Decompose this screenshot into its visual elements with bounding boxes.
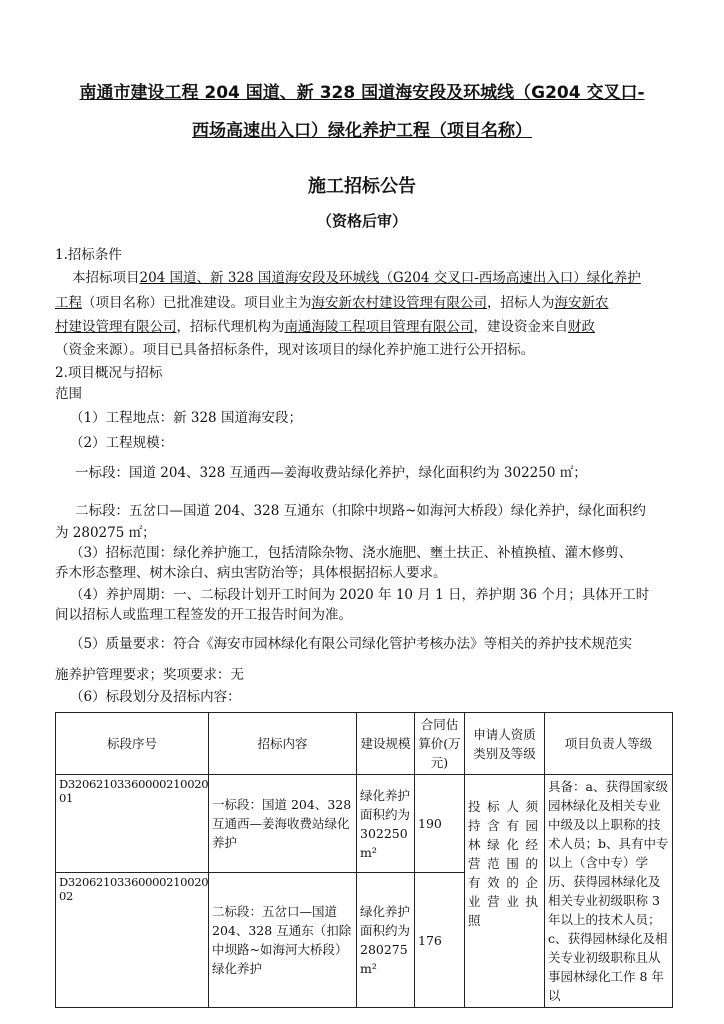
item-period-b: 间以招标人或监理工程签发的开工报告时间为准。 — [55, 607, 352, 623]
agent-name: 南通海陵工程项目管理有限公司 — [284, 319, 474, 335]
lot2-description-b: 为 280275 ㎡； — [55, 525, 156, 541]
section2-heading-cont: 范围 — [55, 386, 82, 402]
header-lot-code: 标段序号 — [56, 713, 209, 775]
owner-name: 海安新农村建设管理有限公司 — [311, 295, 487, 311]
applicant-qualification: 投标人须持含有园林绿化经营范围的有效的企业营业执照 — [465, 775, 545, 1008]
item-scope-b: 乔木形态整理、树木涂白、病虫害防治等；具体根据招标人要求。 — [55, 565, 447, 581]
header-qualification: 申请人资质类别及等级 — [465, 713, 545, 775]
lot-scale: 绿化养护面积约为 302250 m² — [357, 775, 415, 873]
header-scale: 建设规模 — [357, 713, 415, 775]
project-name: 204 国道、新 328 国道海安段及环城线（G204 交叉口-西场高速出入口）绿化养护 — [139, 270, 641, 286]
header-content: 招标内容 — [209, 713, 357, 775]
lot-code: D32062103360000210020​01 — [56, 775, 209, 873]
lots-table — [55, 712, 673, 1008]
section1-line3: 村建设管理有限公司，招标代理机构为南通海陵工程项目管理有限公司，建设资金来自财政 — [55, 319, 595, 335]
lot-code: D32062103360000210020​02 — [56, 873, 209, 1008]
item-period-a: （4）养护周期：一、二标段计划开工时间为 2020 年 10 月 1 日，养护期 36 个月；具体开工时 — [70, 587, 650, 603]
section2-heading: 2.项目概况与招标 — [55, 365, 163, 381]
table-header-row — [56, 713, 673, 775]
qualification-subtitle: （资格后审） — [316, 212, 407, 230]
section1-line1: 本招标项目204 国道、新 328 国道海安段及环城线（G204 交叉口-西场高速出入口）绿化养护 — [72, 270, 641, 286]
header-price: 合同估算价(万元) — [415, 713, 465, 775]
item-scope-a: （3）招标范围：绿化养护施工，包括清除杂物、浇水施肥、壅土扶正、补植换植、灌木修剪、 — [70, 545, 633, 561]
item-location: （1）工程地点：新 328 国道海安段； — [70, 410, 302, 426]
notice-title: 施工招标公告 — [308, 176, 416, 197]
section1-line4: （资金来源）。项目已具备招标条件，现对该项目的绿化养护施工进行公开招标。 — [55, 342, 535, 358]
lot1-description: 一标段：国道 204、328 互通西—姜海收费站绿化养护，绿化面积约为 302250 ㎡； — [75, 465, 587, 481]
tenderer-name: 海安新农 — [554, 295, 609, 311]
section1-heading: 1.招标条件 — [55, 247, 122, 263]
section1-line2: 工程（项目名称）已批准建设。项目业主为海安新农村建设管理有限公司，招标人为海安新农 — [55, 295, 609, 311]
item-quality-a: （5）质量要求：符合《海安市园林绿化有限公司绿化管护考核办法》等相关的养护技术规范实 — [70, 636, 633, 652]
lot-content: 一标段：国道 204、328 互通西—姜海收费站绿化养护 — [209, 775, 357, 873]
header-manager: 项目负责人等级 — [545, 713, 673, 775]
project-title-line1: 南通市建设工程 204 国道、新 328 国道海安段及环城线（G204 交叉口- — [79, 83, 645, 103]
lot2-description-a: 二标段：五岔口—国道 204、328 互通东（扣除中坝路~如海河大桥段）绿化养护，绿化面积约 — [75, 503, 646, 519]
table-row — [56, 775, 673, 873]
manager-requirement: 具备：a、获得国家级园林绿化及相关专业中级及以上职称的技术人员；b、具有中专以上（含中专）学历、获得园林绿化及相关专业初级职称 3 年以上的技术人员；c、获得园林绿化及相关专业初级职称且从事园林绿化工作 8 年以 — [545, 775, 673, 1008]
fund-source: 财政 — [568, 319, 595, 335]
lot-content: 二标段：五岔口—国道 204、328 互通东（扣除中坝路~如海河大桥段）绿化养护 — [209, 873, 357, 1008]
item-quality-b: 施养护管理要求；奖项要求：无 — [55, 667, 244, 683]
lot-price: 176 — [415, 873, 465, 1008]
lot-price: 190 — [415, 775, 465, 873]
item-scale: （2）工程规模： — [70, 435, 174, 451]
project-title-line2: 西场高速出入口）绿化养护工程（项目名称） — [192, 121, 532, 141]
lot-scale: 绿化养护面积约为 280275 m² — [357, 873, 415, 1008]
item-lots: （6）标段划分及招标内容： — [70, 689, 241, 705]
